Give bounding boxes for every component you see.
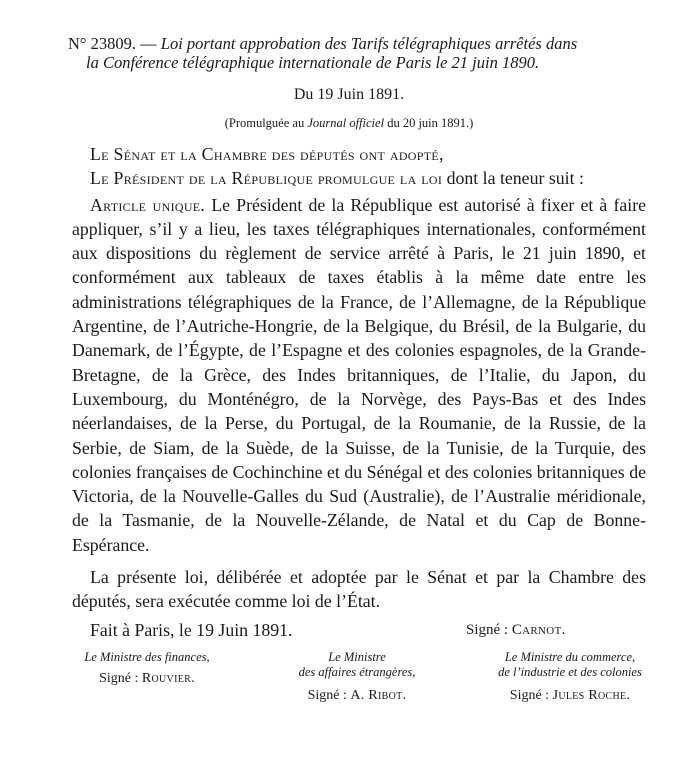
minister-affaires-role-line1: Le Ministre — [328, 650, 386, 664]
minister-commerce-role-line1: Le Ministre du commerce, — [504, 650, 636, 664]
minister-affaires-etrangeres — [267, 650, 447, 703]
law-heading — [68, 34, 668, 72]
preamble-president — [72, 166, 646, 190]
minister-affaires-signature: Signé : A. Ribot. — [307, 688, 407, 703]
minister-commerce-role-line2: de l’industrie et des colonies — [498, 665, 642, 679]
minister-commerce-signature: Signé : Jules Roche. — [509, 688, 631, 703]
preamble-president-smallcaps: Le Président de la République promulgue la loi — [90, 168, 443, 189]
law-number: N° 23809. — — [68, 34, 157, 53]
minister-finances — [62, 650, 232, 686]
law-title-line1: Loi portant approbation des Tarifs télégraphiques arrêtés dans — [160, 34, 578, 53]
president-signature — [466, 622, 566, 639]
minister-commerce — [470, 650, 670, 703]
promulgation-prefix: (Promulguée au — [224, 116, 308, 130]
law-date: Du 19 Juin 1891. — [293, 86, 405, 103]
article-unique — [72, 193, 646, 557]
minister-finances-signature: Signé : Rouvier. — [99, 671, 195, 686]
closing-paragraph: La présente loi, délibérée et adoptée par le Sénat et par la Chambre des députés, sera exécutée comme loi de l’État. — [72, 567, 646, 612]
minister-signatures — [62, 650, 662, 710]
president-signature-name: Carnot. — [511, 622, 566, 638]
article-label: Article unique. — [90, 194, 206, 215]
law-title-line2: la Conférence télégraphique internationale de Paris le 21 juin 1890. — [86, 53, 540, 72]
law-body — [72, 142, 646, 642]
promulgation-note — [0, 116, 698, 131]
preamble-president-rest: dont la teneur suit : — [442, 168, 584, 189]
minister-affaires-role-line2: des affaires étrangères, — [298, 665, 416, 679]
minister-finances-role: Le Ministre des finances, — [84, 650, 210, 664]
president-signature-prefix: Signé : — [466, 622, 512, 638]
promulgation-suffix: du 20 juin 1891.) — [384, 116, 474, 130]
journal-name: Journal officiel — [307, 116, 385, 130]
article-text: Le Président de la République est autorisé à fixer et à faire appliquer, s’il y a lieu, les taxes télégraphiques internationales, conformément aux dispositions du règlement de service arrêté à Paris, le 21 juin 1890, et conformément aux tableaux de taxes établis à la même date entre les administrations télégraphiques de la France, de l’Allemagne, de la République Argentine, de l’Autriche-Hongrie, de la Belgique, du Brésil, de la Bulgarie, du Danemark, de l’Égypte, de l’Espagne et des colonies espagnoles, de la Grande-Bretagne, de la Grèce, des Indes britanniques, de l’Italie, du Japon, du Luxembourg, du Monténégro, de la Norvège, des Pays-Bas et des Indes néerlandaises, de la Perse, du Portugal, de la Roumanie, de la Russie, de la Serbie, de Siam, de la Suède, de la Suisse, de la Tunisie, de la Turquie, des colonies françaises de Cochinchine et du Sénégal et des colonies britanniques de Victoria, de la Nouvelle-Galles du Sud (Australie), de l’Australie méridionale, de la Tasmanie, de la Nouvelle-Zélande, de Natal et du Cap de Bonne-Espérance. — [72, 194, 647, 555]
preamble-senate: Le Sénat et la Chambre des députés ont adopté, — [90, 144, 444, 164]
fait-a-paris: Fait à Paris, le 19 Juin 1891. — [90, 619, 293, 640]
